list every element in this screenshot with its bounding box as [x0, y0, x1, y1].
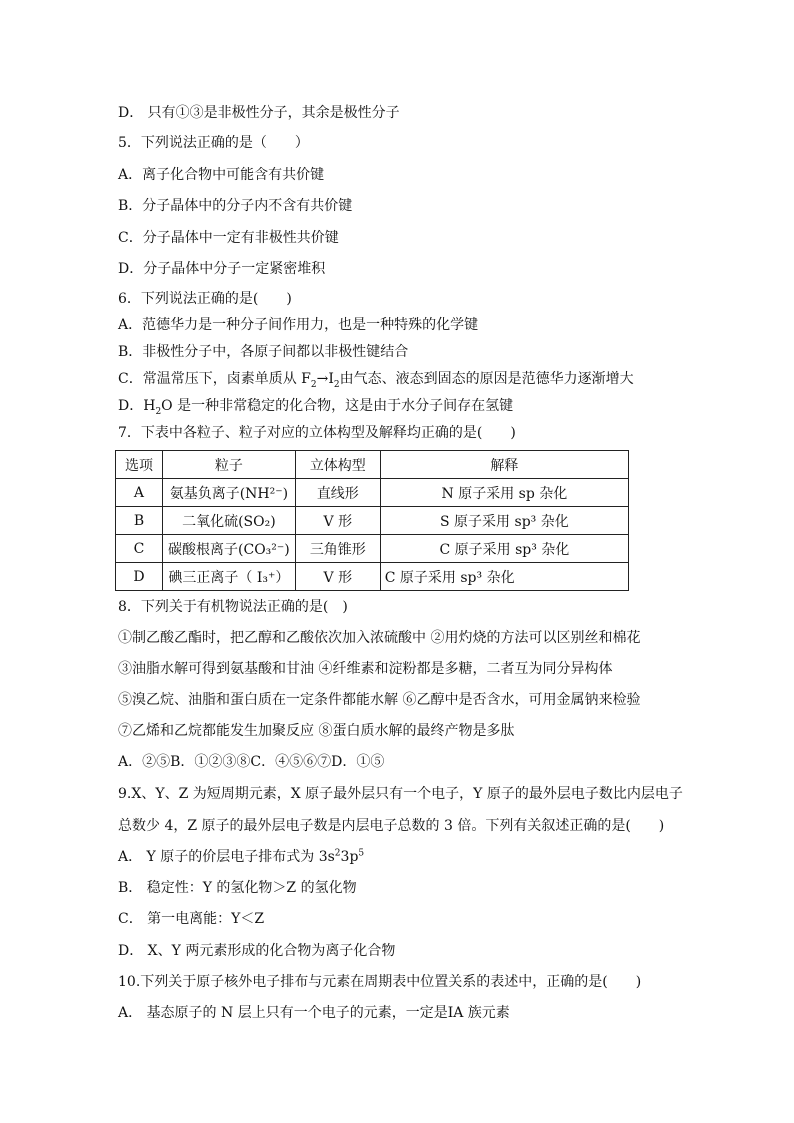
table-row	[116, 479, 629, 507]
table-row	[116, 535, 629, 563]
table-header: 立体构型	[295, 451, 380, 479]
table-cell: C	[116, 535, 163, 563]
table-cell: V 形	[295, 563, 380, 591]
table-cell: V 形	[295, 507, 380, 535]
q6-c-text-3: 由气态、液态到固态的原因是范德华力逐渐增大	[339, 371, 634, 387]
q6-c-text-1: C．常温常压下，卤素单质从 F	[118, 371, 311, 387]
q6-option-b: B．非极性分子中，各原子间都以非极性键结合	[118, 344, 409, 360]
q7-table	[115, 450, 629, 591]
table-row	[116, 563, 629, 591]
q7-stem: 7．下表中各粒子、粒子对应的立体构型及解释均正确的是( )	[118, 425, 516, 441]
q9-a-sup-2: 5	[358, 848, 365, 859]
q4-option-d: D． 只有①③是非极性分子，其余是极性分子	[118, 105, 400, 121]
q6-c-sub-1: 2	[310, 379, 317, 390]
table-cell: 二氧化硫(SO₂)	[162, 507, 295, 535]
table-header: 粒子	[162, 451, 295, 479]
q8-statements-2: ③油脂水解可得到氨基酸和甘油 ④纤维素和淀粉都是多糖，二者互为同分异构体	[118, 661, 613, 677]
q9-stem-line-2: 总数少 4，Z 原子的最外层电子数是内层电子总数的 3 倍。下列有关叙述正确的是( )	[118, 818, 665, 834]
q9-a-sup-1: 2	[334, 848, 341, 859]
table-cell: C 原子采用 sp³ 杂化	[380, 563, 628, 591]
q6-c-text-2: →I	[316, 371, 334, 387]
q5-option-c: C．分子晶体中一定有非极性共价键	[118, 230, 339, 246]
table-cell: B	[116, 507, 163, 535]
table-cell: 三角锥形	[295, 535, 380, 563]
table-cell: 氨基负离子(NH²⁻)	[162, 479, 295, 507]
q8-statements-3: ⑤溴乙烷、油脂和蛋白质在一定条件都能水解 ⑥乙醇中是否含水，可用金属钠来检验	[118, 692, 641, 708]
q9-option-c: C． 第一电离能：Y＜Z	[118, 911, 265, 927]
q6-stem: 6．下列说法正确的是( )	[118, 291, 292, 307]
q9-option-b: B． 稳定性：Y 的氢化物＞Z 的氢化物	[118, 880, 357, 896]
q5-option-d: D．分子晶体中分子一定紧密堆积	[118, 261, 326, 277]
q6-d-text-1: D．H	[118, 398, 156, 414]
table-cell: D	[116, 563, 163, 591]
table-cell: A	[116, 479, 163, 507]
table-cell: 碳酸根离子(CO₃²⁻)	[162, 535, 295, 563]
q5-option-a: A．离子化合物中可能含有共价键	[118, 167, 325, 183]
q9-a-text-2: 3p	[340, 849, 359, 865]
q6-option-a: A．范德华力是一种分子间作用力，也是一种特殊的化学键	[118, 317, 479, 333]
q10-option-a: A． 基态原子的 N 层上只有一个电子的元素，一定是ⅠA 族元素	[118, 1005, 510, 1021]
q6-option-d	[118, 397, 513, 415]
q6-d-text-2: O 是一种非常稳定的化合物，这是由于水分子间存在氢键	[161, 398, 514, 414]
q9-option-a	[118, 848, 364, 866]
q5-option-b: B．分子晶体中的分子内不含有共价键	[118, 198, 353, 214]
q9-stem-line-1: 9.X、Y、Z 为短周期元素，X 原子最外层只有一个电子，Y 原子的最外层电子数比内层电子	[118, 786, 683, 802]
q8-stem: 8．下列关于有机物说法正确的是( )	[118, 599, 348, 615]
q8-options: A．②⑤B．①②③⑧C．④⑤⑥⑦D．①⑤	[118, 754, 385, 770]
table-cell: S 原子采用 sp³ 杂化	[380, 507, 628, 535]
q10-stem: 10.下列关于原子核外电子排布与元素在周期表中位置关系的表述中，正确的是( )	[118, 974, 642, 990]
q8-statements-4: ⑦乙烯和乙烷都能发生加聚反应 ⑧蛋白质水解的最终产物是多肽	[118, 723, 515, 739]
table-header-row	[116, 451, 629, 479]
table-cell: 直线形	[295, 479, 380, 507]
q9-a-text-1: A． Y 原子的价层电子排布式为 3s	[118, 849, 335, 865]
table-row	[116, 507, 629, 535]
q6-option-c	[118, 370, 634, 388]
q9-option-d: D． X、Y 两元素形成的化合物为离子化合物	[118, 943, 396, 959]
q5-stem: 5．下列说法正确的是（ ）	[118, 135, 309, 151]
table-header: 解释	[380, 451, 628, 479]
table-header: 选项	[116, 451, 163, 479]
table-cell: C 原子采用 sp³ 杂化	[380, 535, 628, 563]
q6-c-sub-2: 2	[333, 379, 340, 390]
q8-statements-1: ①制乙酸乙酯时，把乙醇和乙酸依次加入浓硫酸中 ②用灼烧的方法可以区别丝和棉花	[118, 630, 641, 646]
q6-d-sub: 2	[155, 406, 162, 417]
table-cell: 碘三正离子（ I₃⁺）	[162, 563, 295, 591]
table-cell: N 原子采用 sp 杂化	[380, 479, 628, 507]
